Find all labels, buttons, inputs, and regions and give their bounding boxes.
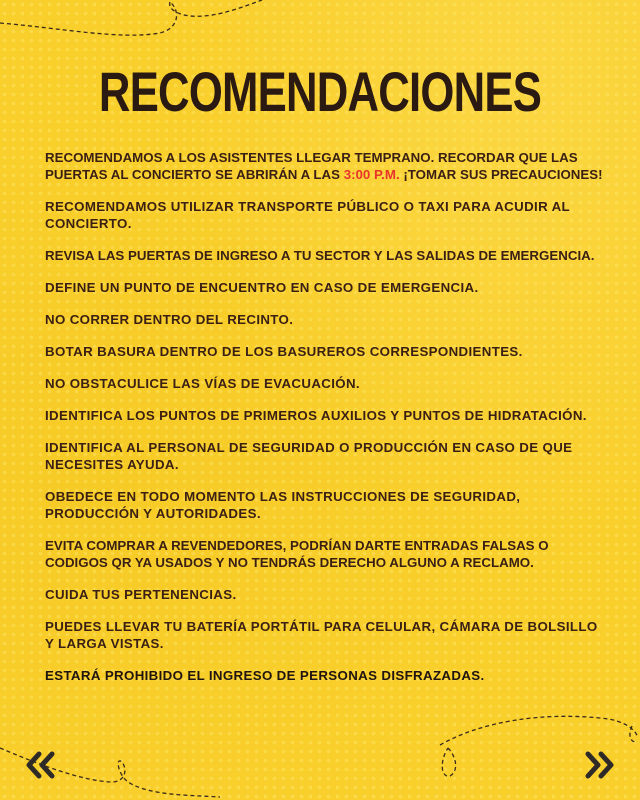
list-item: PUEDES LLEVAR TU BATERÍA PORTÁTIL PARA CELULAR, CÁMARA DE BOLSILLO Y LARGA VISTAS.	[45, 619, 598, 651]
list-item: NO CORRER DENTRO DEL RECINTO.	[45, 312, 294, 327]
double-chevron-left-icon	[24, 750, 58, 780]
list-item: NO OBSTACULICE LAS VÍAS DE EVACUACIÓN.	[45, 376, 360, 391]
list-item: ESTARÁ PROHIBIDO EL INGRESO DE PERSONAS DISFRAZADAS.	[45, 668, 485, 683]
next-button[interactable]	[582, 750, 616, 780]
list-item: CUIDA TUS PERTENENCIAS.	[45, 587, 237, 602]
list-item	[45, 149, 605, 183]
page-title: RECOMENDACIONES	[98, 60, 542, 123]
list-item: EVITA COMPRAR A REVENDEDORES, PODRÍAN DARTE ENTRADAS FALSAS O CODIGOS QR YA USADOS Y NO TENDRÁS DERECHO ALGUNO A RECLAMO.	[45, 538, 549, 570]
list-item: DEFINE UN PUNTO DE ENCUENTRO EN CASO DE EMERGENCIA.	[45, 280, 479, 295]
item-text: ¡TOMAR SUS PRECAUCIONES!	[399, 167, 603, 182]
item-text: RECOMENDAMOS A LOS ASISTENTES LLEGAR TEMPRANO. RECORDAR QUE LAS PUERTAS AL CONCIERTO SE ABRIRÁN A LAS	[45, 150, 578, 182]
list-item: BOTAR BASURA DENTRO DE LOS BASUREROS CORRESPONDIENTES.	[45, 344, 523, 359]
list-item: OBEDECE EN TODO MOMENTO LAS INSTRUCCIONES DE SEGURIDAD, PRODUCCIÓN Y AUTORIDADES.	[45, 489, 521, 521]
double-chevron-right-icon	[582, 750, 616, 780]
list-item: REVISA LAS PUERTAS DE INGRESO A TU SECTOR Y LAS SALIDAS DE EMERGENCIA.	[45, 248, 595, 263]
list-item: RECOMENDAMOS UTILIZAR TRANSPORTE PÚBLICO O TAXI PARA ACUDIR AL CONCIERTO.	[45, 199, 570, 231]
list-item: IDENTIFICA AL PERSONAL DE SEGURIDAD O PRODUCCIÓN EN CASO DE QUE NECESITES AYUDA.	[45, 440, 573, 472]
door-time-highlight: 3:00 P.M.	[343, 167, 400, 182]
previous-button[interactable]	[24, 750, 58, 780]
recommendations-list	[45, 149, 605, 699]
list-item: IDENTIFICA LOS PUNTOS DE PRIMEROS AUXILIOS Y PUNTOS DE HIDRATACIÓN.	[45, 408, 587, 423]
